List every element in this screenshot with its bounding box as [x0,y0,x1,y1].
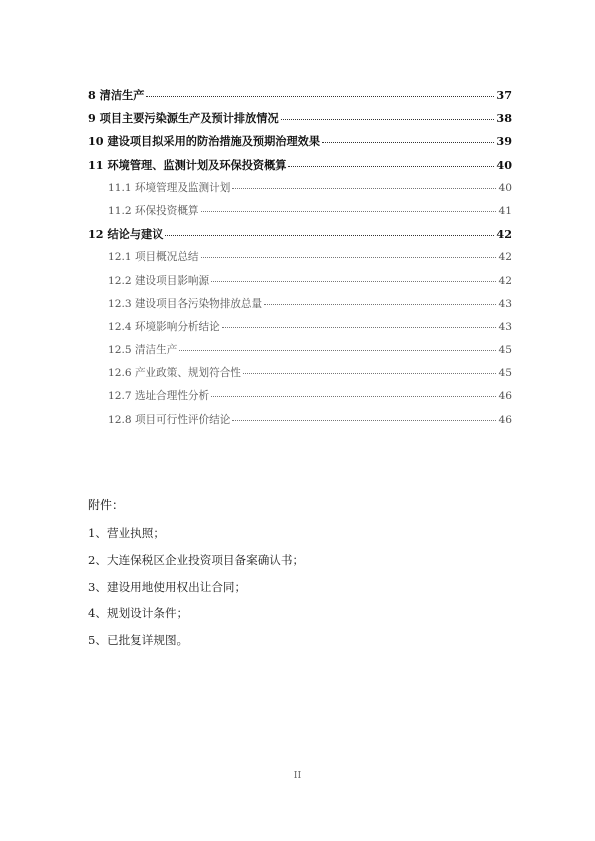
toc-entry-label: 12.4 环境影响分析结论 [108,320,220,333]
toc-entry-page: 41 [498,204,512,217]
attachment-item: 5、已批复详规图。 [88,633,189,648]
toc-entry-page: 38 [496,111,512,126]
toc-entry[interactable] [88,177,512,200]
toc-entry-page: 40 [496,157,512,172]
toc-dot-leader [322,142,494,143]
toc-entry-label: 12.6 产业政策、规划符合性 [108,367,241,380]
toc-dot-leader [211,396,496,397]
toc-dot-leader [222,327,496,328]
toc-entry-page: 43 [498,320,512,333]
toc-entry-page: 39 [496,134,512,149]
toc-entry[interactable] [88,385,512,408]
toc-dot-leader [243,373,496,374]
attachment-item: 3、建设用地使用权出让合同； [88,579,247,594]
toc-entry-page: 42 [498,251,512,264]
toc-entry[interactable] [88,130,512,153]
toc-entry[interactable] [88,223,512,246]
toc-entry[interactable] [88,270,512,293]
toc-dot-leader [281,119,495,120]
toc-entry[interactable] [88,293,512,316]
toc-entry-label: 12.1 项目概况总结 [108,251,199,264]
toc-entry-page: 46 [498,390,512,403]
attachments-section [88,490,508,654]
toc-entry-label: 12.2 建设项目影响源 [108,274,210,287]
toc-entry-label: 11.2 环保投资概算 [108,204,199,217]
toc-entry-page: 37 [496,88,512,102]
toc-entry-page: 46 [498,413,512,426]
toc-dot-leader [165,235,494,236]
toc-entry-page: 40 [498,181,512,194]
toc-entry-label: 11 环境管理、监测计划及环保投资概算 [88,157,287,172]
toc-entry-page: 43 [498,297,512,310]
toc-entry-page: 45 [498,344,512,357]
toc-entry[interactable] [88,362,512,385]
attachment-item: 4、规划设计条件； [88,606,189,621]
toc-entry-page: 42 [498,274,512,287]
toc-entry[interactable] [88,409,512,432]
toc-entry-label: 12.5 清洁生产 [108,344,178,357]
toc-dot-leader [211,281,496,282]
toc-entry[interactable] [88,107,512,130]
toc-dot-leader [179,350,496,351]
attachments-title: 附件： [88,498,125,512]
toc-dot-leader [264,304,496,305]
toc-entry-label: 12.3 建设项目各污染物排放总量 [108,297,263,310]
toc-dot-leader [201,211,496,212]
toc-entry-label: 12.8 项目可行性评价结论 [108,413,231,426]
toc-dot-leader [201,257,496,258]
toc-dot-leader [232,420,496,421]
toc-entry-page: 42 [496,227,512,242]
toc-dot-leader [146,96,494,97]
toc-entry-page: 45 [498,367,512,380]
toc-entry-label: 12.7 选址合理性分析 [108,390,210,403]
attachment-item: 1、营业执照； [88,526,165,540]
toc-entry[interactable] [88,84,512,107]
toc-entry[interactable] [88,339,512,362]
toc-entry[interactable] [88,316,512,339]
toc-entry[interactable] [88,200,512,223]
toc-entry-label: 11.1 环境管理及监测计划 [108,181,231,194]
toc-entry-label: 9 项目主要污染源生产及预计排放情况 [88,111,279,126]
toc-entry-label: 12 结论与建议 [88,227,164,242]
toc-entry[interactable] [88,154,512,177]
toc-entry[interactable] [88,246,512,269]
toc-dot-leader [288,166,494,167]
toc-entry-label: 8 清洁生产 [88,88,145,102]
table-of-contents [88,84,512,432]
attachment-item: 2、大连保税区企业投资项目备案确认书； [88,552,305,567]
page-number: II [293,770,302,781]
toc-dot-leader [232,188,496,189]
toc-entry-label: 10 建设项目拟采用的防治措施及预期治理效果 [88,134,321,149]
